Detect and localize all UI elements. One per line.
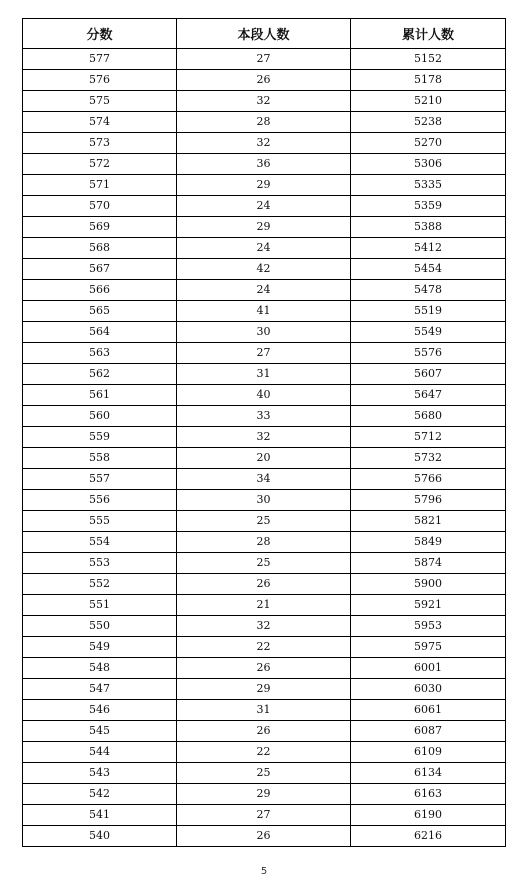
cell-segment-count: 31 [177, 364, 351, 385]
table-row [23, 763, 506, 784]
cell-score: 548 [23, 658, 177, 679]
cell-segment-count: 40 [177, 385, 351, 406]
cell-score: 573 [23, 133, 177, 154]
table-row [23, 658, 506, 679]
cell-segment-count: 21 [177, 595, 351, 616]
cell-cumulative-count: 5576 [351, 343, 506, 364]
cell-score: 570 [23, 196, 177, 217]
cell-segment-count: 28 [177, 532, 351, 553]
cell-cumulative-count: 5796 [351, 490, 506, 511]
table-row [23, 238, 506, 259]
table-row [23, 679, 506, 700]
cell-cumulative-count: 5238 [351, 112, 506, 133]
cell-segment-count: 25 [177, 511, 351, 532]
cell-cumulative-count: 5152 [351, 49, 506, 70]
cell-score: 558 [23, 448, 177, 469]
cell-segment-count: 26 [177, 574, 351, 595]
header-cumulative-count: 累计人数 [351, 19, 506, 49]
table-row [23, 364, 506, 385]
cell-cumulative-count: 6134 [351, 763, 506, 784]
cell-cumulative-count: 5454 [351, 259, 506, 280]
cell-score: 571 [23, 175, 177, 196]
cell-cumulative-count: 5921 [351, 595, 506, 616]
cell-cumulative-count: 6109 [351, 742, 506, 763]
cell-cumulative-count: 6216 [351, 826, 506, 847]
cell-cumulative-count: 6190 [351, 805, 506, 826]
cell-segment-count: 30 [177, 490, 351, 511]
cell-score: 557 [23, 469, 177, 490]
cell-score: 575 [23, 91, 177, 112]
cell-segment-count: 22 [177, 637, 351, 658]
cell-cumulative-count: 5335 [351, 175, 506, 196]
cell-score: 542 [23, 784, 177, 805]
score-distribution-table [22, 18, 506, 847]
cell-segment-count: 32 [177, 133, 351, 154]
table-row [23, 553, 506, 574]
table-row [23, 196, 506, 217]
cell-score: 568 [23, 238, 177, 259]
cell-segment-count: 29 [177, 784, 351, 805]
table-row [23, 49, 506, 70]
table-row [23, 70, 506, 91]
cell-score: 545 [23, 721, 177, 742]
cell-score: 543 [23, 763, 177, 784]
table-row [23, 700, 506, 721]
cell-cumulative-count: 6061 [351, 700, 506, 721]
cell-score: 554 [23, 532, 177, 553]
cell-score: 564 [23, 322, 177, 343]
table-row [23, 448, 506, 469]
table-row [23, 322, 506, 343]
cell-score: 546 [23, 700, 177, 721]
cell-score: 544 [23, 742, 177, 763]
table-row [23, 805, 506, 826]
cell-segment-count: 30 [177, 322, 351, 343]
cell-cumulative-count: 5712 [351, 427, 506, 448]
cell-segment-count: 28 [177, 112, 351, 133]
page-number: 5 [260, 866, 268, 877]
cell-cumulative-count: 5849 [351, 532, 506, 553]
table-row [23, 637, 506, 658]
header-row [23, 19, 506, 49]
cell-cumulative-count: 5680 [351, 406, 506, 427]
cell-cumulative-count: 5900 [351, 574, 506, 595]
cell-cumulative-count: 5874 [351, 553, 506, 574]
cell-cumulative-count: 5306 [351, 154, 506, 175]
cell-score: 561 [23, 385, 177, 406]
table-row [23, 259, 506, 280]
table-row [23, 826, 506, 847]
cell-score: 569 [23, 217, 177, 238]
cell-score: 563 [23, 343, 177, 364]
table-row [23, 385, 506, 406]
cell-segment-count: 26 [177, 658, 351, 679]
cell-score: 553 [23, 553, 177, 574]
cell-cumulative-count: 5478 [351, 280, 506, 301]
table-row [23, 175, 506, 196]
table-row [23, 112, 506, 133]
cell-cumulative-count: 5766 [351, 469, 506, 490]
cell-score: 576 [23, 70, 177, 91]
table-row [23, 154, 506, 175]
table-row [23, 742, 506, 763]
cell-segment-count: 27 [177, 343, 351, 364]
cell-score: 555 [23, 511, 177, 532]
cell-segment-count: 25 [177, 763, 351, 784]
cell-score: 567 [23, 259, 177, 280]
table-row [23, 469, 506, 490]
table-row [23, 91, 506, 112]
table-row [23, 133, 506, 154]
cell-cumulative-count: 5953 [351, 616, 506, 637]
cell-segment-count: 32 [177, 616, 351, 637]
table-row [23, 721, 506, 742]
cell-segment-count: 24 [177, 196, 351, 217]
cell-cumulative-count: 6030 [351, 679, 506, 700]
cell-segment-count: 41 [177, 301, 351, 322]
cell-segment-count: 20 [177, 448, 351, 469]
cell-segment-count: 27 [177, 49, 351, 70]
cell-segment-count: 31 [177, 700, 351, 721]
cell-segment-count: 26 [177, 721, 351, 742]
cell-cumulative-count: 5549 [351, 322, 506, 343]
cell-score: 556 [23, 490, 177, 511]
cell-cumulative-count: 6001 [351, 658, 506, 679]
cell-score: 577 [23, 49, 177, 70]
table-row [23, 784, 506, 805]
table-row [23, 532, 506, 553]
cell-score: 552 [23, 574, 177, 595]
cell-score: 562 [23, 364, 177, 385]
cell-score: 574 [23, 112, 177, 133]
cell-cumulative-count: 5388 [351, 217, 506, 238]
table-row [23, 406, 506, 427]
cell-segment-count: 29 [177, 175, 351, 196]
table-row [23, 427, 506, 448]
cell-cumulative-count: 5178 [351, 70, 506, 91]
cell-segment-count: 34 [177, 469, 351, 490]
cell-segment-count: 24 [177, 238, 351, 259]
cell-segment-count: 36 [177, 154, 351, 175]
cell-segment-count: 27 [177, 805, 351, 826]
table-row [23, 217, 506, 238]
cell-segment-count: 29 [177, 679, 351, 700]
cell-cumulative-count: 6163 [351, 784, 506, 805]
cell-segment-count: 32 [177, 91, 351, 112]
cell-score: 566 [23, 280, 177, 301]
cell-cumulative-count: 5647 [351, 385, 506, 406]
table-row [23, 574, 506, 595]
cell-score: 540 [23, 826, 177, 847]
cell-cumulative-count: 5821 [351, 511, 506, 532]
cell-cumulative-count: 5412 [351, 238, 506, 259]
table-row [23, 343, 506, 364]
cell-segment-count: 24 [177, 280, 351, 301]
cell-cumulative-count: 5975 [351, 637, 506, 658]
table-row [23, 490, 506, 511]
cell-segment-count: 26 [177, 826, 351, 847]
table-body [23, 49, 506, 847]
cell-segment-count: 25 [177, 553, 351, 574]
cell-score: 547 [23, 679, 177, 700]
table-header [23, 19, 506, 49]
cell-cumulative-count: 5607 [351, 364, 506, 385]
cell-segment-count: 33 [177, 406, 351, 427]
table-row [23, 616, 506, 637]
table-row [23, 595, 506, 616]
table-row [23, 301, 506, 322]
cell-score: 572 [23, 154, 177, 175]
cell-segment-count: 32 [177, 427, 351, 448]
cell-cumulative-count: 6087 [351, 721, 506, 742]
cell-score: 550 [23, 616, 177, 637]
cell-segment-count: 26 [177, 70, 351, 91]
header-segment-count: 本段人数 [177, 19, 351, 49]
cell-score: 551 [23, 595, 177, 616]
cell-cumulative-count: 5732 [351, 448, 506, 469]
table-row [23, 280, 506, 301]
cell-segment-count: 29 [177, 217, 351, 238]
cell-score: 549 [23, 637, 177, 658]
cell-cumulative-count: 5519 [351, 301, 506, 322]
cell-segment-count: 22 [177, 742, 351, 763]
cell-score: 541 [23, 805, 177, 826]
cell-cumulative-count: 5359 [351, 196, 506, 217]
cell-cumulative-count: 5210 [351, 91, 506, 112]
table-row [23, 511, 506, 532]
header-score: 分数 [23, 19, 177, 49]
cell-score: 560 [23, 406, 177, 427]
cell-score: 565 [23, 301, 177, 322]
cell-cumulative-count: 5270 [351, 133, 506, 154]
cell-segment-count: 42 [177, 259, 351, 280]
cell-score: 559 [23, 427, 177, 448]
